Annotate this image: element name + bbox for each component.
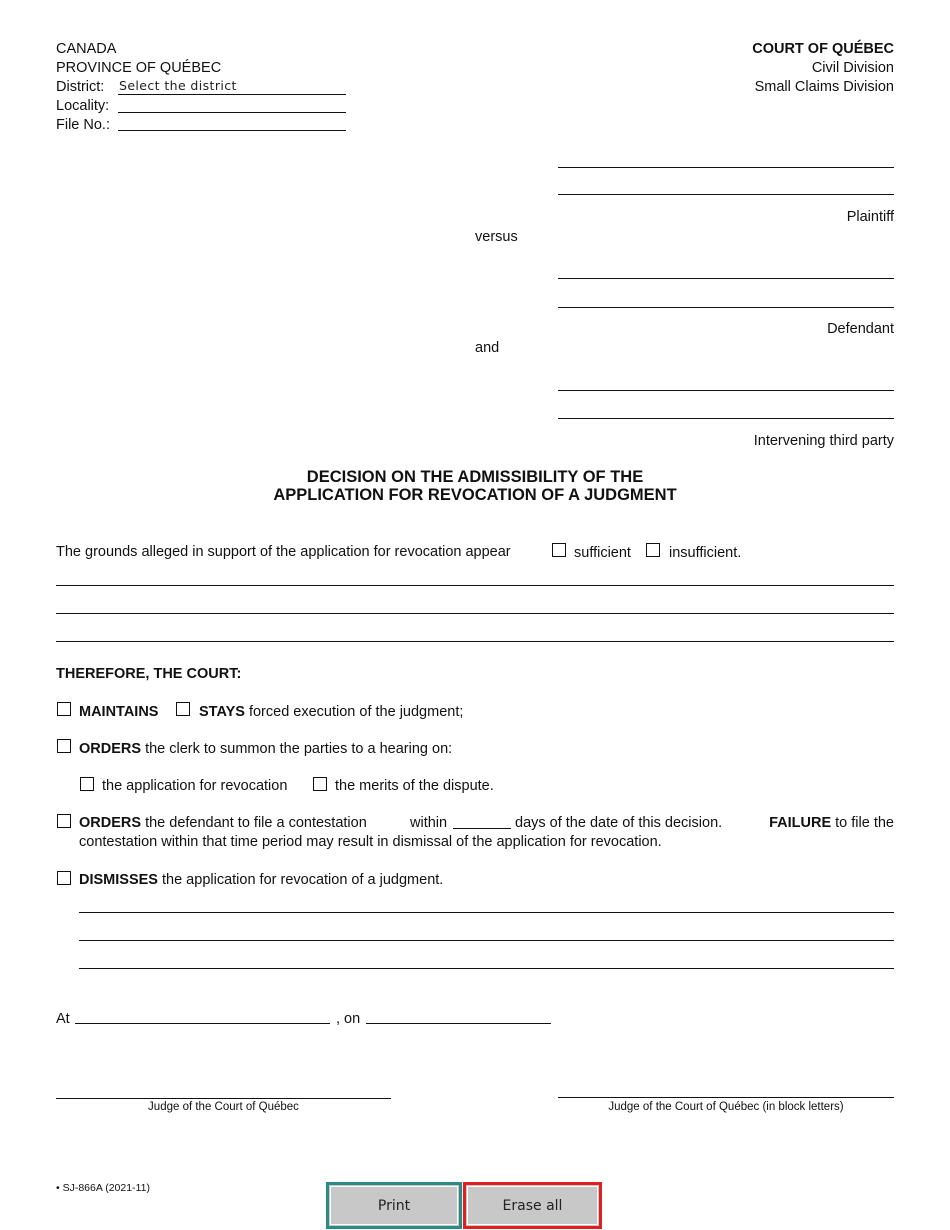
- locality-field[interactable]: [118, 112, 346, 113]
- grounds-line-3[interactable]: [56, 641, 894, 642]
- dismisses-text: DISMISSES the application for revocation of a judgment.: [79, 872, 444, 888]
- orders-hearing-text: ORDERS the clerk to summon the parties to a hearing on:: [79, 741, 453, 757]
- days-text: days of the date of this decision.: [515, 815, 723, 831]
- at-label: At: [56, 1011, 70, 1027]
- grounds-text: The grounds alleged in support of the application for revocation appear: [56, 544, 511, 560]
- third-party-label: Intervening third party: [753, 433, 894, 449]
- sufficient-label: sufficient: [574, 545, 631, 561]
- plaintiff-line-1[interactable]: [558, 167, 894, 168]
- application-revocation-checkbox[interactable]: [80, 777, 94, 791]
- orders-contestation-checkbox[interactable]: [57, 814, 71, 828]
- district-label: District:: [56, 79, 105, 95]
- defendant-line-2[interactable]: [558, 307, 894, 308]
- plaintiff-line-2[interactable]: [558, 194, 894, 195]
- merits-checkbox[interactable]: [313, 777, 327, 791]
- district-underline: [118, 94, 346, 95]
- dismisses-checkbox[interactable]: [57, 871, 71, 885]
- judge-name-line[interactable]: [558, 1097, 894, 1098]
- stays-text: STAYS forced execution of the judgment;: [199, 704, 464, 720]
- orders-contestation-text: ORDERS the defendant to file a contestation: [79, 815, 367, 831]
- therefore-heading: THEREFORE, THE COURT:: [56, 666, 242, 682]
- days-field[interactable]: [453, 828, 511, 829]
- maintains-label: MAINTAINS: [79, 704, 159, 720]
- division-label: Civil Division: [811, 60, 894, 76]
- contestation-line2: contestation within that time period may result in dismissal of the application for revocation.: [79, 834, 662, 850]
- insufficient-label: insufficient.: [669, 545, 742, 561]
- country-label: CANADA: [56, 41, 117, 57]
- grounds-line-1[interactable]: [56, 585, 894, 586]
- third-party-line-2[interactable]: [558, 418, 894, 419]
- and-label: and: [475, 340, 500, 356]
- locality-label: Locality:: [56, 98, 110, 114]
- document-title-line2: APPLICATION FOR REVOCATION OF A JUDGMENT: [273, 486, 677, 504]
- date-field[interactable]: [366, 1023, 551, 1024]
- orders-hearing-checkbox[interactable]: [57, 739, 71, 753]
- erase-all-button[interactable]: Erase all: [463, 1182, 602, 1229]
- grounds-line-2[interactable]: [56, 613, 894, 614]
- file-number-label: File No.:: [56, 117, 110, 133]
- defendant-label: Defendant: [827, 321, 894, 337]
- dismisses-line-1[interactable]: [79, 912, 894, 913]
- failure-text: FAILURE to file the: [769, 815, 894, 831]
- province-label: PROVINCE OF QUÉBEC: [56, 60, 222, 76]
- judge-signature-line[interactable]: [56, 1098, 391, 1099]
- stays-checkbox[interactable]: [176, 702, 190, 716]
- judge-signature-label: Judge of the Court of Québec: [148, 1101, 299, 1113]
- merits-label: the merits of the dispute.: [335, 778, 494, 794]
- dismisses-line-2[interactable]: [79, 940, 894, 941]
- versus-label: versus: [475, 229, 518, 245]
- on-label: , on: [336, 1011, 361, 1027]
- document-title-line1: DECISION ON THE ADMISSIBILITY OF THE: [306, 468, 644, 486]
- application-revocation-label: the application for revocation: [102, 778, 288, 794]
- print-button[interactable]: Print: [326, 1182, 462, 1229]
- defendant-line-1[interactable]: [558, 278, 894, 279]
- insufficient-checkbox[interactable]: [646, 543, 660, 557]
- judge-name-label: Judge of the Court of Québec (in block letters): [608, 1101, 844, 1113]
- place-field[interactable]: [75, 1023, 330, 1024]
- maintains-checkbox[interactable]: [57, 702, 71, 716]
- file-number-field[interactable]: [118, 130, 346, 131]
- subdivision-label: Small Claims Division: [754, 79, 894, 95]
- within-label: within: [410, 815, 448, 831]
- form-code: • SJ-866A (2021-11): [56, 1182, 150, 1194]
- plaintiff-label: Plaintiff: [846, 209, 894, 225]
- sufficient-checkbox[interactable]: [552, 543, 566, 557]
- third-party-line-1[interactable]: [558, 390, 894, 391]
- dismisses-line-3[interactable]: [79, 968, 894, 969]
- district-select[interactable]: Select the district: [119, 78, 237, 93]
- court-name: COURT OF QUÉBEC: [752, 41, 894, 57]
